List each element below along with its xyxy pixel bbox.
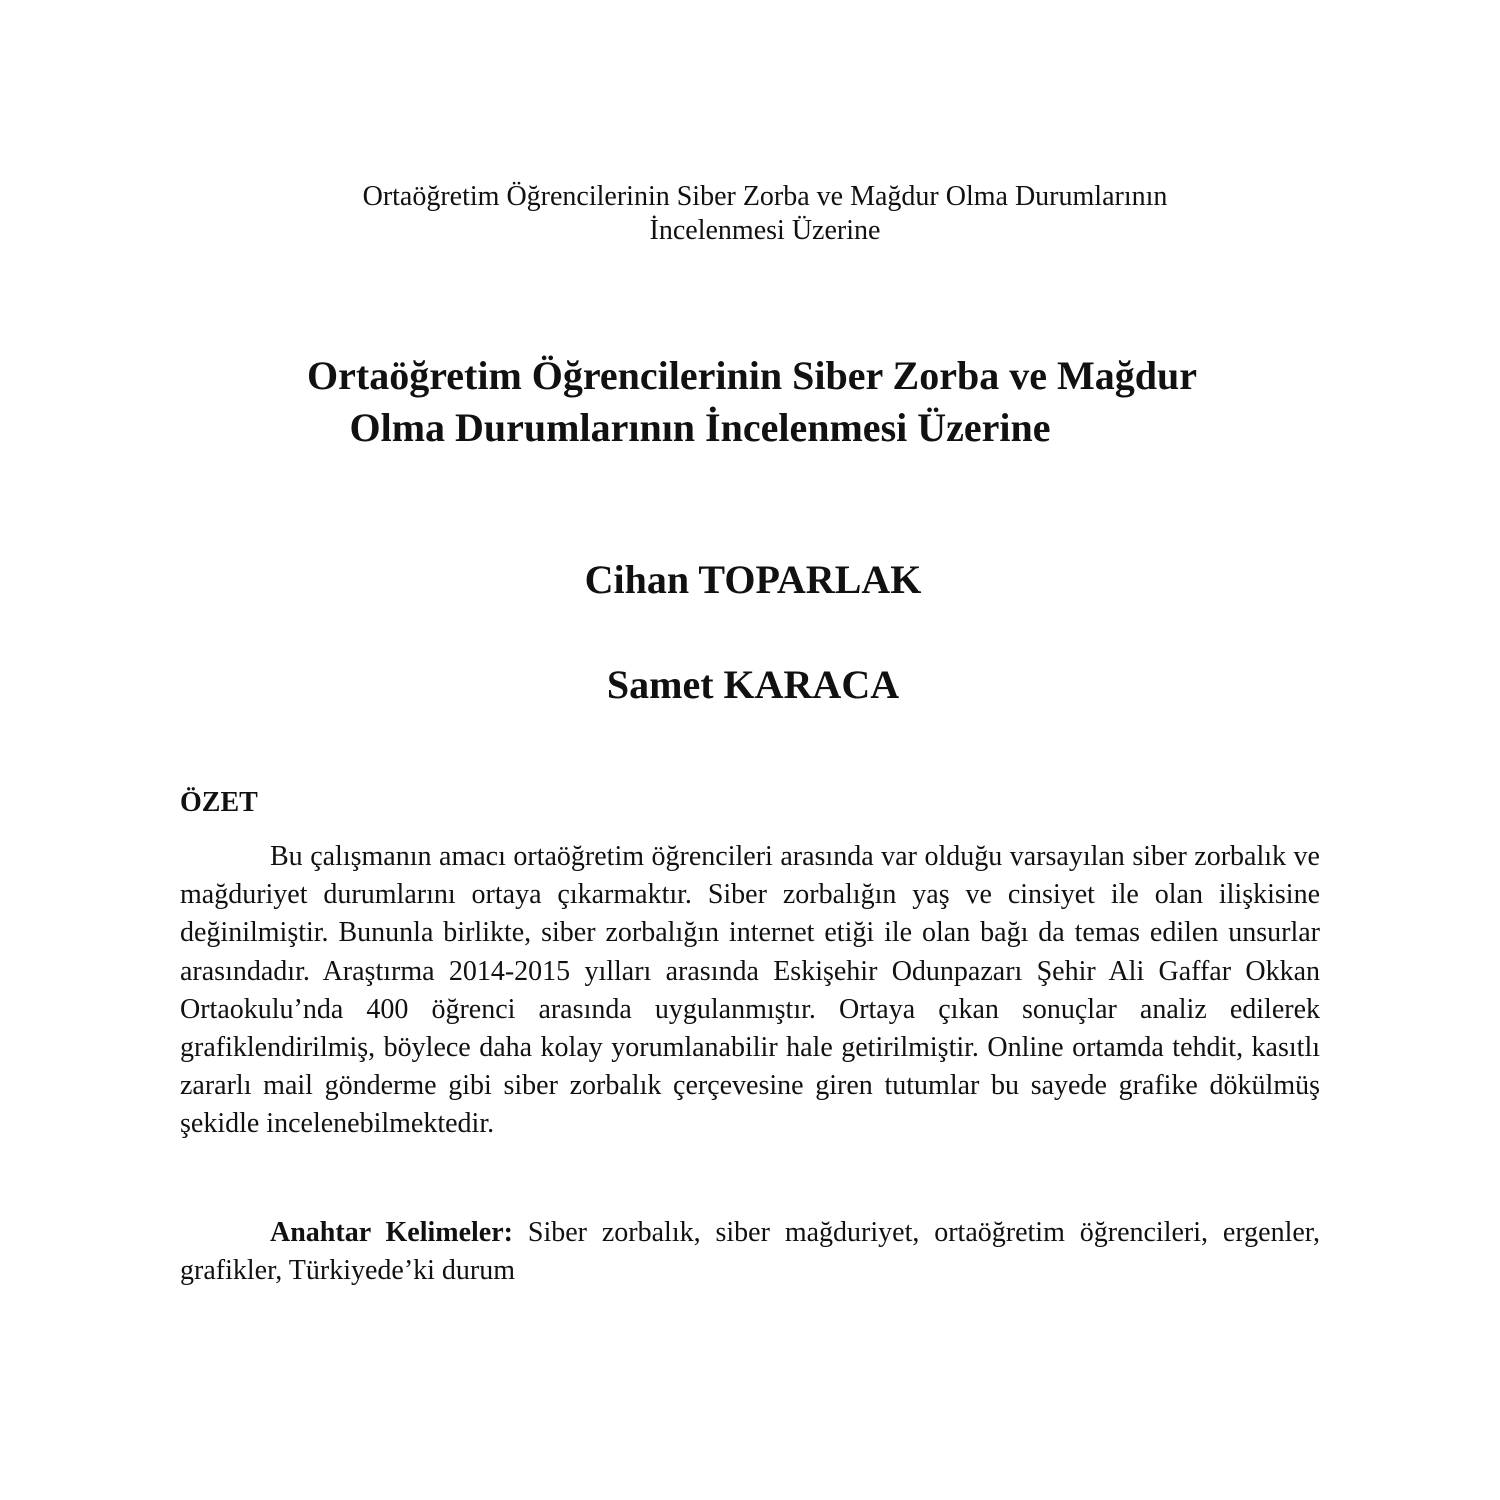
running-header <box>180 180 1320 248</box>
paper-title-line-1: Ortaöğretim Öğrencilerinin Siber Zorba ve Mağdur <box>307 353 1197 398</box>
keywords-label: Anahtar Kelimeler: <box>270 1217 513 1248</box>
keywords-text: Siber zorbalık, siber mağduriyet, ortaöğretim öğrencileri, ergenler, grafikler, Türkiyede’ki durum <box>180 1217 1320 1286</box>
author-name: Samet KARACA <box>606 662 900 707</box>
running-header-line-2: İncelenmesi Üzerine <box>649 215 881 246</box>
running-header-line-1: Ortaöğretim Öğrencilerinin Siber Zorba ve Mağdur Olma Durumlarının <box>362 181 1168 212</box>
paper-title <box>180 350 1320 454</box>
keywords-paragraph <box>180 1214 1320 1290</box>
paper-title-line-2: Olma Durumlarının İncelenmesi Üzerine <box>349 405 1051 450</box>
author-name: Cihan TOPARLAK <box>584 557 922 602</box>
abstract-heading: ÖZET <box>180 787 258 818</box>
abstract-text: Bu çalışmanın amacı ortaöğretim öğrencileri arasında var olduğu varsayılan siber zorbalık ve mağduriyet durumlarını ortaya çıkarmaktır. Siber zorbalığın yaş ve cinsiyet ile olan ilişkisine değinilmiştir. Bununla birlikte, siber zorbalığın internet etiği ile olan bağı da temas edilen unsurlar arasındadır. Araştırma 2014-2015 yılları arasında Eskişehir Odunpazarı Şehir Ali Gaffar Okkan Ortaokulu’nda 400 öğrenci arasında uygulanmıştır. Ortaya çıkan sonuçlar analiz edilerek grafiklendirilmiş, böylece daha kolay yorumlanabilir hale getirilmiştir. Online ortamda tehdit, kasıtlı zararlı mail gönderme gibi siber zorbalık çerçevesine giren tutumlar bu sayede grafike dökülmüş şekidle incelenebilmektedir. <box>180 841 1320 1140</box>
